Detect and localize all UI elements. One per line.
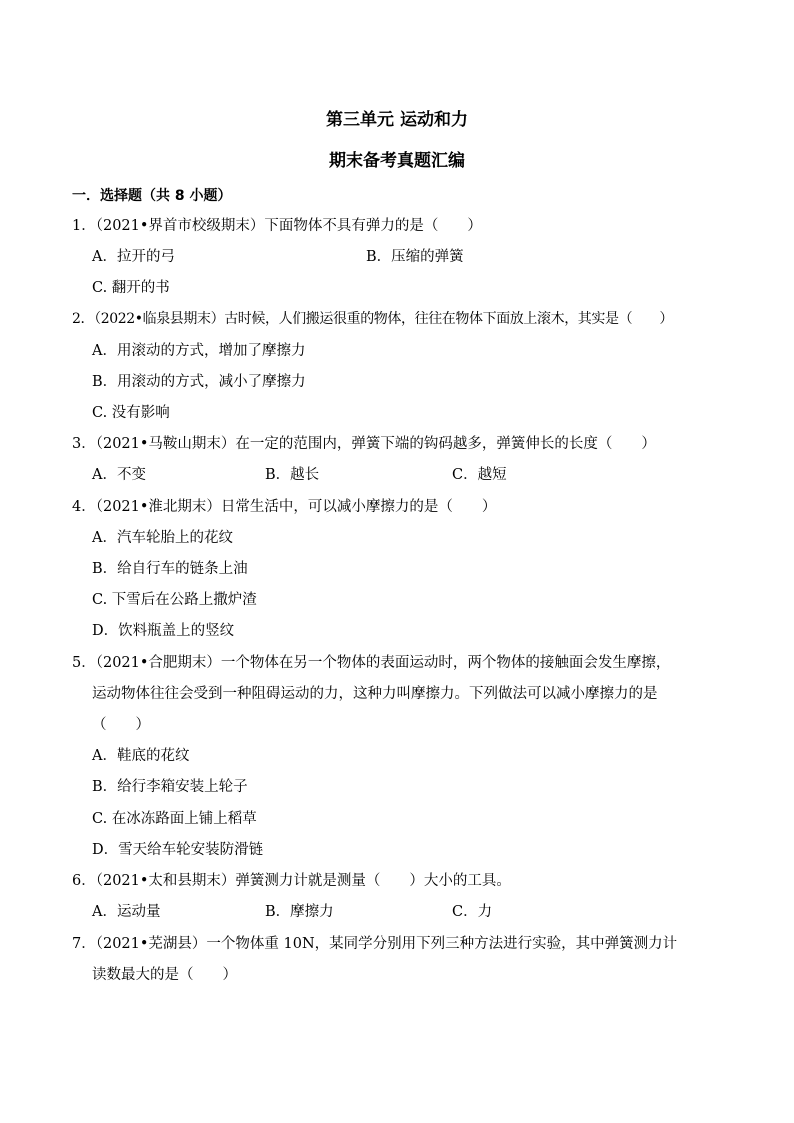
question-7-stem-line-1: 7．（2021•芜湖县）一个物体重 10N，某同学分别用下列三种方法进行实验，其中弹簧测力计	[72, 936, 678, 952]
question-1-option-b: B．压缩的弹簧	[366, 249, 464, 265]
question-1-option-c: C. 翻开的书	[92, 280, 170, 296]
question-5-option-b: B．给行李箱安装上轮子	[92, 779, 248, 795]
question-1-option-a: A．拉开的弓	[92, 249, 175, 265]
question-2-option-b: B．用滚动的方式，减小了摩擦力	[92, 374, 306, 390]
question-6-option-a: A．运动量	[92, 904, 161, 920]
question-3-option-b: B．越长	[265, 467, 320, 483]
question-2-option-a: A．用滚动的方式，增加了摩擦力	[92, 343, 306, 359]
question-5-stem-line-1: 5．（2021•合肥期末）一个物体在另一个物体的表面运动时，两个物体的接触面会发生摩擦，	[72, 655, 671, 671]
question-4-option-c: C. 下雪后在公路上撒炉渣	[92, 592, 257, 608]
question-2-stem: 2．（2022•临泉县期末）古时候，人们搬运很重的物体，往往在物体下面放上滚木，其实是（ ）	[72, 311, 673, 327]
question-3-stem: 3．（2021•马鞍山期末）在一定的范围内，弹簧下端的钩码越多，弹簧伸长的长度（ ）	[72, 436, 656, 452]
question-6-option-c: C．力	[452, 904, 493, 920]
question-4-stem: 4．（2021•淮北期末）日常生活中，可以减小摩擦力的是（ ）	[72, 499, 497, 515]
question-3-option-a: A．不变	[92, 467, 146, 483]
question-6-option-b: B．摩擦力	[265, 904, 334, 920]
question-5-option-a: A．鞋底的花纹	[92, 748, 190, 764]
question-4-option-a: A．汽车轮胎上的花纹	[92, 530, 233, 546]
question-5-stem-line-3: （ ）	[92, 717, 150, 733]
question-5-option-d: D．雪天给车轮安装防滑链	[92, 842, 264, 858]
question-5-stem-line-2: 运动物体往往会受到一种阻碍运动的力，这种力叫摩擦力。下列做法可以减小摩擦力的是	[92, 686, 658, 702]
question-3-option-c: C．越短	[452, 467, 507, 483]
question-4-option-d: D．饮料瓶盖上的竖纹	[92, 623, 235, 639]
page-title: 第三单元 运动和力	[326, 110, 468, 130]
page-subtitle: 期末备考真题汇编	[329, 151, 465, 171]
section-heading: 一．选择题（共 8 小题）	[72, 188, 232, 204]
question-2-option-c: C. 没有影响	[92, 405, 170, 421]
question-5-option-c: C. 在冰冻路面上铺上稻草	[92, 811, 257, 827]
question-6-stem: 6．（2021•太和县期末）弹簧测力计就是测量（ ）大小的工具。	[72, 873, 511, 889]
question-1-stem: 1．（2021•界首市校级期末）下面物体不具有弹力的是（ ）	[72, 218, 482, 234]
question-7-stem-line-2: 读数最大的是（ ）	[92, 967, 237, 983]
question-4-option-b: B．给自行车的链条上油	[92, 561, 248, 577]
